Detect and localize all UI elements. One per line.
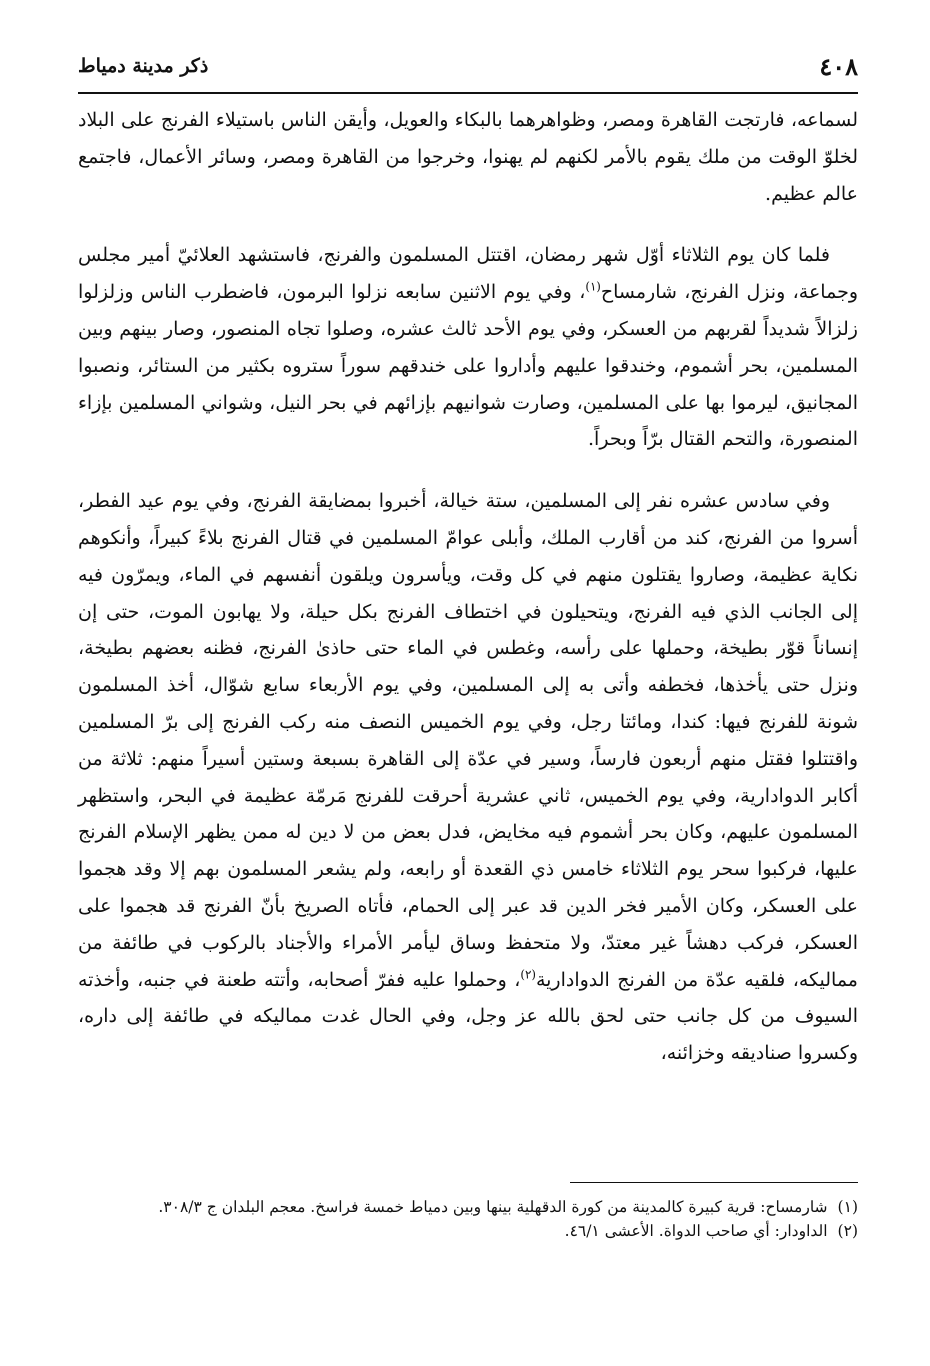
footnote-rule	[570, 1182, 858, 1183]
paragraph-3-part-1: وفي سادس عشره نفر إلى المسلمين، ستة خيالة، أخبروا بمضايقة الفرنج، وفي يوم عيد الفطر، أسروا من الفرنج، كند من أقارب الملك، وأبلى عوامّ المسلمين في قتال الفرنج بلاءً كبيراً، وأنكوهم نكاية عظيمة، وصاروا يقتلون منهم في كل وقت، ويأسرون ويلقون أنفسهم في الماء، ويمرّون فيه إلى الجانب الذي فيه الفرنج، ويتحيلون في اختطاف الفرنج بكل حيلة، ولا يهابون الموت، حتى إن إنساناً قوّر بطيخة، وحملها على رأسه، وغطس في الماء حتى حاذىٰ الفرنج، فظنه بعضهم بطيخة، ونزل حتى يأخذها، فخطفه وأتى به إلى المسلمين، وفي يوم الأربعاء سابع شوّال، أخذ المسلمون شونة للفرنج فيها: كندا، ومائتا رجل، وفي يوم الخميس النصف منه ركب الفرنج إلى برّ المسلمين واقتتلوا فقتل منهم أربعون فارساً، وسير في عدّة إلى القاهرة بسبعة وستين أسيراً منهم: ثلاثة من أكابر الدوادارية، وفي يوم الخميس، ثاني عشرية أحرقت للفرنج مَرمّة عظيمة في البحر، واستظهر المسلمون عليهم، وكان بحر أشموم فيه مخايض، فدل بعض من لا دين له ممن يظهر الإسلام الفرنج عليها، فركبوا سحر يوم الثلاثاء خامس ذي القعدة أو رابعه، ولم يشعر المسلمون بهم إلا وقد هجموا على العسكر، وكان الأمير فخر الدين قد عبر إلى الحمام، فأتاه الصريخ بأنّ الفرنج قد هجموا على العسكر، فركب دهشاً غير معتدّ، ولا متحفظ وساق ليأمر الأمراء والأجناد بالركوب في طائفة من مماليكه، فلقيه عدّة من الفرنج الدوادارية	[78, 490, 859, 991]
paragraph-1: لسماعه، فارتجت القاهرة ومصر، وظواهرهما بالبكاء والعويل، وأيقن الناس باستيلاء الفرنج على البلاد لخلوّ الوقت من ملك يقوم بالأمر لكنهم لم يهنوا، وخرجوا من القاهرة ومصر، وسائر الأعمال، فاجتمع عالم عظيم.	[78, 109, 858, 205]
paragraph-3	[78, 483, 858, 1072]
footnote-1-text: شارمساح: قرية كبيرة كالمدينة من كورة الدقهلية بينها وبين دمياط خمسة فراسخ. معجم البلدان ج ٣٠٨/٣.	[158, 1198, 828, 1216]
footnote-1-number: (١)	[837, 1198, 858, 1216]
paragraph-2-part-1: فلما كان يوم الثلاثاء أوّل شهر رمضان، اقتتل المسلمون والفرنج، فاستشهد العلائيّ أمير مجلس وجماعة، ونزل الفرنج، شارمساح	[78, 244, 858, 304]
header-rule	[78, 92, 858, 94]
footnote-reference-2: (٢)	[520, 967, 536, 982]
footnote-2	[78, 1219, 858, 1243]
page-number: ٤٠٨	[819, 51, 858, 81]
paragraph-3-part-2: ، وحملوا عليه ففرّ أصحابه، وأتته طعنة في جنبه، وأخذته السيوف من كل جانب حتى لحق بالله عز وجل، وفي الحال غدت مماليكه في طائفة إلى داره، وكسروا صناديقه وخزائنه،	[78, 968, 858, 1065]
footnotes	[78, 1195, 858, 1243]
footnote-2-text: الداودار: أي صاحب الدواة. الأعشى ٤٦/١.	[564, 1222, 828, 1240]
running-title: ذكر مدينة دمياط	[78, 55, 209, 77]
footnote-1	[78, 1195, 858, 1219]
footnote-2-number: (٢)	[837, 1222, 858, 1240]
paragraph-2	[78, 237, 858, 458]
main-text	[78, 102, 858, 1072]
page-header	[78, 46, 858, 86]
footnote-reference-1: (١)	[585, 279, 601, 294]
paragraph-2-part-2: ، وفي يوم الاثنين سابعه نزلوا البرمون، فاضطرب الناس وزلزلوا زلزالاً شديداً لقربهم من العسكر، وفي يوم الأحد ثالث عشره، وصلوا تجاه المنصور، وصار بينهم وبين المسلمين، بحر أشموم، وخندقوا عليهم وأداروا على خندقهم سوراً ستروه بكثير من الستائر، ونصبوا المجانيق، ليرموا بها على المسلمين، وصارت شوانيهم بإزائهم في بحر النيل، وشواني المسلمين بإزاء المنصورة، والتحم القتال برّاً وبحراً.	[78, 281, 858, 451]
